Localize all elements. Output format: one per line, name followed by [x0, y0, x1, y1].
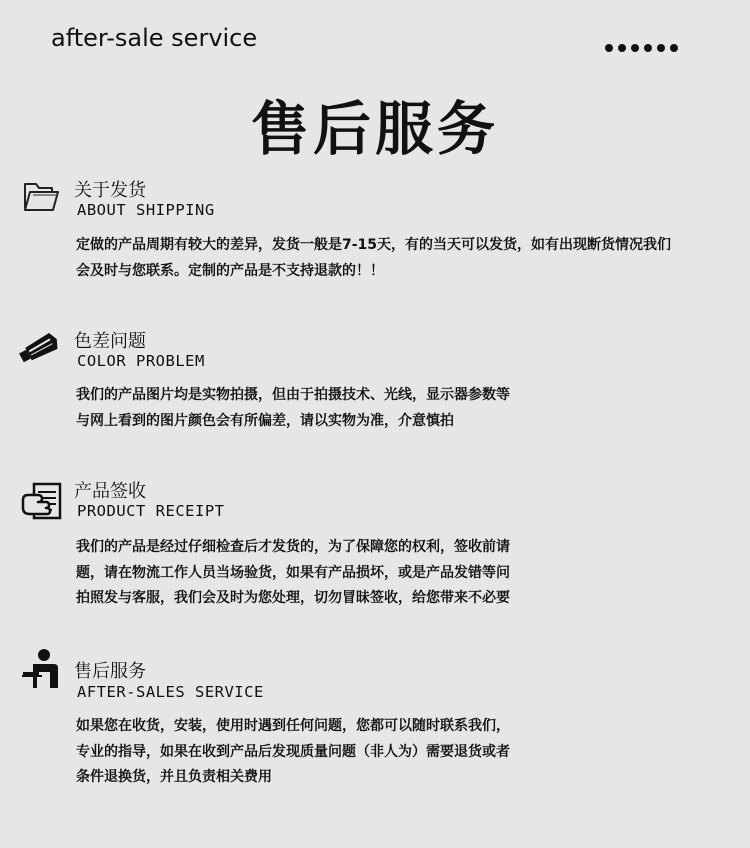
section-title-color: 色差问题 [74, 331, 146, 352]
folder-icon [22, 178, 62, 218]
more-menu-icon[interactable] [605, 44, 678, 52]
body-line: 拍照发与客服，我们会及时为您处理，切勿冒昧签收，给您带来不必要 [76, 590, 510, 606]
section-subtitle-color: COLOR PROBLEM [77, 352, 205, 370]
section-body-shipping [76, 233, 671, 284]
hand-document-icon [20, 480, 66, 530]
section-title-receipt: 产品签收 [74, 481, 146, 502]
section-body-color [76, 383, 510, 434]
page-title: 售后服务 [250, 95, 499, 163]
body-line: 条件退换货，并且负责相关费用 [76, 769, 272, 785]
body-line: 定做的产品周期有较大的差异，发货一般是7-15天，有的当天可以发货，如有出现断货情况我们 [76, 237, 672, 253]
body-line: 会及时与您联系。定制的产品是不支持退款的！！ [76, 262, 384, 279]
service-person-icon [20, 648, 66, 696]
body-line: 与网上看到的图片颜色会有所偏差，请以实物为准，介意慎拍 [76, 412, 454, 429]
body-line: 如果您在收货，安装，使用时遇到任何问题，您都可以随时联系我们， [76, 718, 510, 734]
body-line: 我们的产品是经过仔细检查后才发货的，为了保障您的权利，签收前请 [76, 539, 510, 555]
paint-tube-icon [15, 330, 65, 370]
section-subtitle-shipping: ABOUT SHIPPING [77, 201, 215, 219]
section-title-shipping: 关于发货 [74, 180, 146, 201]
section-title-aftersales: 售后服务 [74, 661, 146, 682]
section-body-receipt [76, 535, 510, 612]
section-subtitle-aftersales: AFTER-SALES SERVICE [77, 683, 264, 701]
body-line: 题，请在物流工作人员当场验货，如果有产品损坏，或是产品发错等问 [76, 564, 510, 581]
body-line: 专业的指导，如果在收到产品后发现质量问题（非人为）需要退货或者 [76, 743, 510, 760]
body-line: 我们的产品图片均是实物拍摄，但由于拍摄技术、光线，显示器参数等 [76, 387, 510, 403]
header-title: after-sale service [51, 24, 258, 52]
section-body-aftersales [76, 714, 510, 791]
section-subtitle-receipt: PRODUCT RECEIPT [77, 502, 225, 520]
